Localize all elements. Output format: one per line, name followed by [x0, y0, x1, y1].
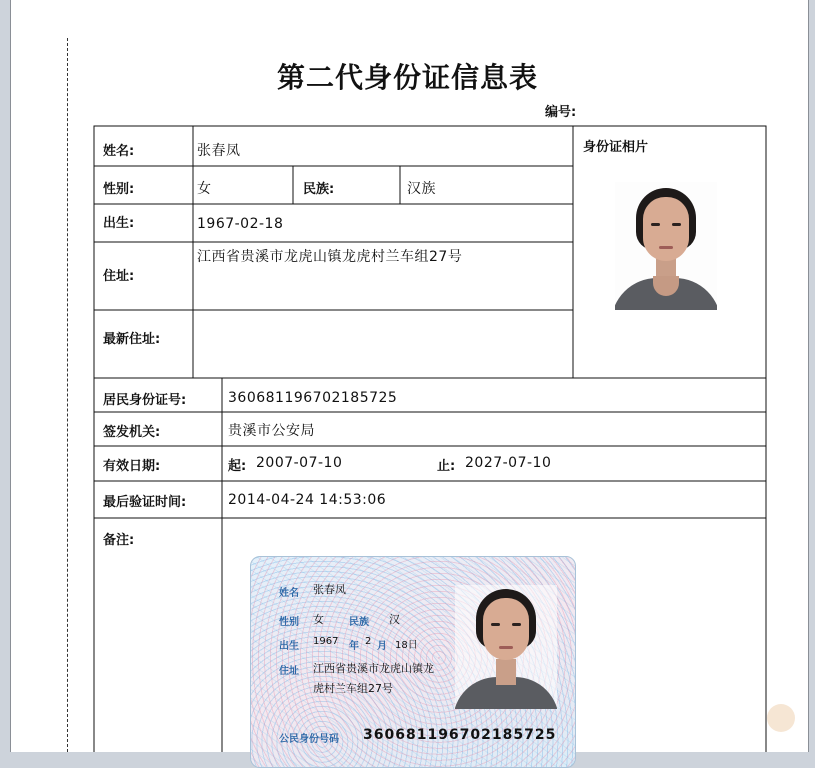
name-label: 姓名:: [103, 144, 135, 159]
verify-time-value: 2014-04-24 14:53:06: [228, 492, 387, 508]
new-address-label: 最新住址:: [103, 332, 161, 347]
ethnic-value: 汉族: [407, 181, 436, 197]
photo-label: 身份证相片: [583, 140, 649, 155]
gender-value: 女: [197, 181, 212, 197]
card-address-line1: 江西省贵溪市龙虎山镇龙: [313, 662, 434, 675]
card-ethnic-value: 汉: [389, 613, 400, 626]
card-gender-label: 性别: [279, 617, 299, 628]
card-id-label: 公民身份号码: [279, 734, 339, 745]
valid-from-label: 起:: [228, 459, 247, 474]
valid-to-value: 2027-07-10: [465, 455, 552, 471]
logo-watermark: [767, 704, 795, 732]
validity-label: 有效日期:: [103, 459, 161, 474]
valid-to-label: 止:: [437, 459, 456, 474]
serial-number-label: 编号:: [545, 105, 577, 120]
valid-from-value: 2007-07-10: [256, 455, 343, 471]
card-year-label: 年: [349, 641, 359, 652]
card-address-label: 住址: [279, 666, 299, 677]
gender-label: 性别:: [103, 182, 135, 197]
card-photo: [455, 585, 557, 709]
address-label: 住址:: [103, 269, 135, 284]
verify-time-label: 最后验证时间:: [103, 495, 187, 510]
card-birth-year: 1967: [313, 636, 339, 647]
birth-value: 1967-02-18: [197, 216, 284, 232]
card-gender-value: 女: [313, 613, 324, 626]
card-birth-month: 2: [365, 636, 372, 647]
card-name-label: 姓名: [279, 588, 299, 599]
card-address-line2: 虎村兰车组27号: [313, 682, 393, 695]
card-ethnic-label: 民族: [349, 617, 369, 628]
card-birth-day: 18日: [395, 640, 418, 651]
name-value: 张春凤: [197, 143, 241, 159]
id-card-front-image: [250, 556, 576, 768]
ethnic-label: 民族:: [303, 182, 335, 197]
id-number-value: 360681196702185725: [228, 390, 398, 406]
authority-value: 贵溪市公安局: [228, 423, 315, 439]
remark-label: 备注:: [103, 533, 135, 548]
card-name-value: 张春凤: [313, 583, 346, 596]
id-photo: [615, 182, 717, 310]
id-number-label: 居民身份证号:: [103, 393, 187, 408]
page-title: 第二代身份证信息表: [276, 61, 538, 94]
card-id-number: 360681196702185725: [363, 727, 557, 743]
address-value: 江西省贵溪市龙虎山镇龙虎村兰车组27号: [197, 249, 463, 265]
authority-label: 签发机关:: [103, 425, 161, 440]
birth-label: 出生:: [103, 216, 135, 231]
card-birth-label: 出生: [279, 641, 299, 652]
card-month-label: 月: [377, 641, 387, 652]
